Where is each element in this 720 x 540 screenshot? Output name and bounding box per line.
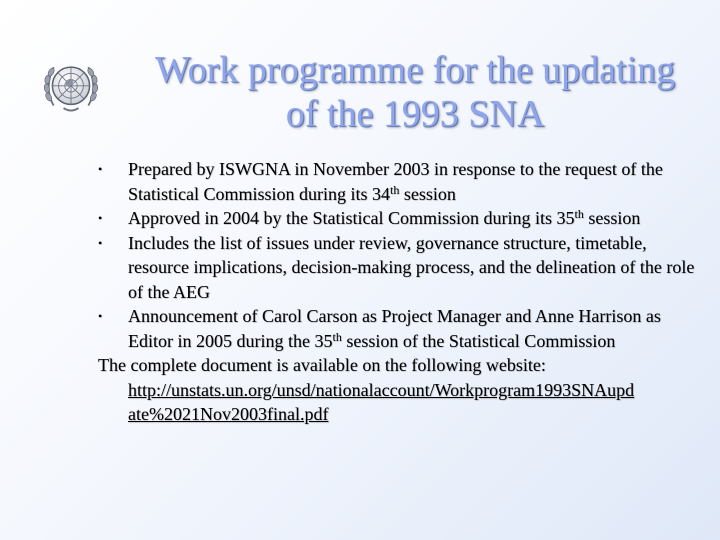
ordinal-suffix: th (332, 329, 342, 344)
slide-title-line-2: of the 1993 SNA (285, 93, 545, 135)
slide-title-line-1: Work programme for the updating (154, 49, 676, 91)
un-emblem-icon (40, 56, 102, 118)
bullet-text-end: session (583, 208, 641, 228)
bullet-item-3 (98, 231, 698, 305)
bullet-text-end: session (399, 183, 456, 204)
closing-text: The complete document is available on the following website: (98, 355, 546, 375)
ordinal-suffix: th (390, 182, 400, 197)
bullet-item-1 (98, 157, 698, 206)
bullet-list (98, 157, 698, 353)
bullet-text: Approved in 2004 by the Statistical Commission during its 35 (128, 208, 575, 228)
document-link-part-1[interactable]: http://unstats.un.org/unsd/nationalaccount/Workprogram1993SNAupd (128, 379, 635, 400)
bullet-icon: • (98, 309, 103, 323)
bullet-icon: • (98, 235, 103, 250)
bullet-icon: • (98, 211, 103, 225)
bullet-text: Announcement of Carol Carson as Project Manager and Anne Harrison as Editor in 2005 during the 35 (128, 306, 661, 351)
bullet-text: Prepared by ISWGNA in November 2003 in response to the request of the Statistical Commission during its 34 (128, 159, 663, 204)
document-link[interactable] (98, 378, 698, 427)
ordinal-suffix: th (574, 207, 584, 221)
bullet-icon: • (98, 162, 103, 176)
slide-body (98, 157, 698, 427)
bullet-item-4 (98, 304, 698, 353)
document-link-part-2[interactable]: ate%2021Nov2003final.pdf (128, 404, 329, 424)
slide-title (110, 48, 720, 136)
bullet-text: Includes the list of issues under review, governance structure, timetable, resource implications, decision-making process, and the delineation of the role of the AEG (128, 232, 695, 302)
bullet-item-2 (98, 206, 698, 231)
bullet-text-end: session of the Statistical Commission (341, 330, 616, 351)
